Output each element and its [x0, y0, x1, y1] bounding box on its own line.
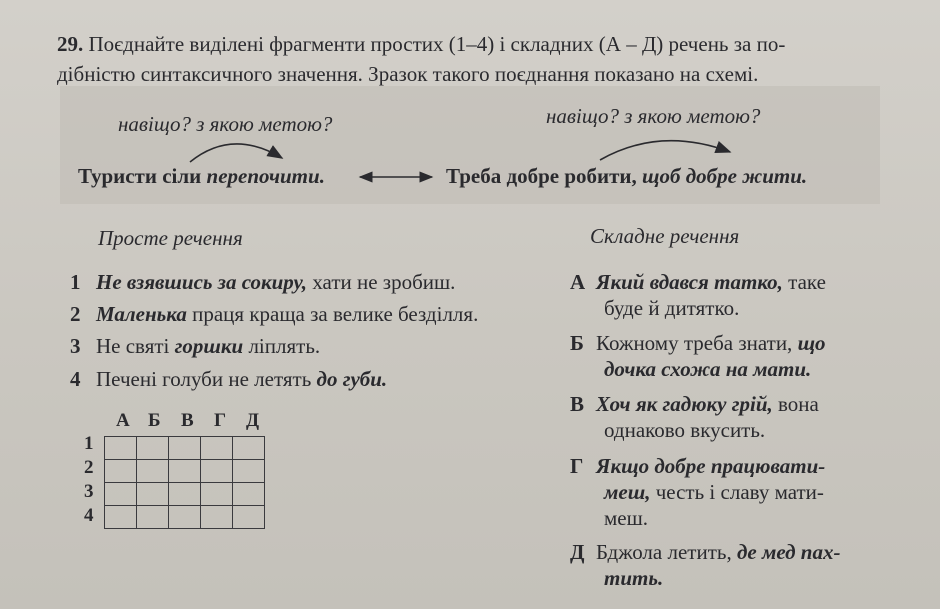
item-highlight: Хоч як гадюку грій, — [596, 392, 773, 416]
answer-cell[interactable] — [233, 506, 265, 529]
answer-cell[interactable] — [105, 483, 137, 506]
answer-cell[interactable] — [233, 483, 265, 506]
answer-cell[interactable] — [233, 437, 265, 460]
answer-cell[interactable] — [169, 460, 201, 483]
answer-grid — [104, 436, 265, 529]
complex-item-b-line-2: дочка схожа на мати. — [604, 357, 812, 381]
answer-cell[interactable] — [201, 483, 233, 506]
item-text: честь і славу мати- — [650, 480, 824, 504]
heading-complex: Складне речення — [590, 224, 740, 248]
grid-col-d: Д — [246, 410, 260, 431]
example-left-highlight: перепочити. — [206, 164, 325, 188]
simple-item-3 — [70, 334, 320, 359]
grid-col-a: А — [116, 410, 130, 431]
task-text-1: Поєднайте виділені фрагменти простих (1–4) і складних (А – Д) речень за по- — [88, 32, 786, 56]
item-highlight: що — [797, 331, 826, 355]
complex-item-h-line-2 — [604, 480, 824, 505]
item-letter: Б — [570, 331, 584, 355]
item-text: вона — [772, 392, 819, 416]
answer-cell[interactable] — [137, 437, 169, 460]
answer-cell[interactable] — [137, 460, 169, 483]
answer-cell[interactable] — [105, 506, 137, 529]
task-number: 29. — [57, 32, 84, 56]
complex-item-a-line-2: буде й дитятко. — [604, 296, 740, 320]
grid-col-h: Г — [214, 410, 227, 431]
item-letter: Д — [570, 540, 585, 564]
item-text: Не святі — [96, 334, 175, 358]
simple-item-2 — [70, 302, 478, 327]
item-text: ліплять. — [243, 334, 321, 358]
item-number: 4 — [70, 367, 81, 391]
answer-cell[interactable] — [201, 506, 233, 529]
item-letter: А — [570, 270, 586, 294]
complex-item-h-line-1 — [570, 454, 825, 479]
complex-item-a-line-1 — [570, 270, 826, 295]
item-number: 2 — [70, 302, 81, 326]
grid-row-2: 2 — [84, 457, 94, 478]
item-text: Кожному треба знати, — [596, 331, 798, 355]
answer-cell[interactable] — [105, 460, 137, 483]
answer-cell[interactable] — [233, 460, 265, 483]
item-text: таке — [782, 270, 826, 294]
item-text: хати не зробиш. — [307, 270, 456, 294]
simple-item-1 — [70, 270, 455, 295]
scheme-question-right: навіщо? з якою метою? — [546, 104, 761, 128]
grid-row — [105, 483, 265, 506]
complex-item-v-line-1 — [570, 392, 819, 417]
complex-item-b-line-1 — [570, 331, 826, 356]
heading-simple: Просте речення — [98, 226, 243, 250]
complex-item-h-line-3: меш. — [604, 506, 649, 530]
item-highlight: Не взявшись за сокиру, — [96, 270, 308, 294]
scheme-question-left: навіщо? з якою метою? — [118, 112, 333, 136]
item-highlight: до губи. — [316, 367, 388, 391]
arc-arrow-left — [190, 144, 282, 162]
item-text: Печені голуби не летять — [96, 367, 317, 391]
item-highlight: де мед пах- — [736, 540, 841, 564]
item-number: 1 — [70, 270, 81, 294]
item-highlight: Маленька — [96, 302, 187, 326]
grid-col-v: В — [181, 410, 194, 431]
complex-item-d-line-1 — [570, 540, 840, 565]
item-number: 3 — [70, 334, 81, 358]
arc-arrow-right — [600, 141, 730, 160]
example-right-highlight: щоб добре жити. — [642, 164, 808, 188]
item-letter: Г — [570, 454, 584, 478]
grid-row-1: 1 — [84, 433, 94, 454]
example-left-text: Туристи сіли — [78, 164, 207, 188]
task-line-2: дібністю синтаксичного значення. Зразок такого поєднання показано на схемі. — [57, 62, 759, 86]
grid-row — [105, 437, 265, 460]
item-text: Бджола летить, — [596, 540, 737, 564]
answer-cell[interactable] — [137, 483, 169, 506]
scheme-example-left — [78, 164, 325, 189]
item-highlight: Якщо добре працювати- — [596, 454, 826, 478]
answer-cell[interactable] — [169, 437, 201, 460]
grid-row-4: 4 — [84, 505, 94, 526]
item-highlight: Який вдався татко, — [596, 270, 783, 294]
grid-col-b: Б — [148, 410, 161, 431]
complex-item-d-line-2: тить. — [604, 566, 664, 590]
grid-row — [105, 460, 265, 483]
grid-row — [105, 506, 265, 529]
answer-cell[interactable] — [105, 437, 137, 460]
scheme-example-right — [446, 164, 807, 189]
answer-cell[interactable] — [201, 460, 233, 483]
answer-cell[interactable] — [201, 437, 233, 460]
item-letter: В — [570, 392, 585, 416]
answer-cell[interactable] — [137, 506, 169, 529]
answer-cell[interactable] — [169, 506, 201, 529]
example-right-text: Треба добре робити, — [446, 164, 643, 188]
simple-item-4 — [70, 367, 387, 392]
item-text: праця краща за велике безділля. — [186, 302, 479, 326]
answer-cell[interactable] — [169, 483, 201, 506]
complex-item-v-line-2: однаково вкусить. — [604, 418, 766, 442]
item-highlight: горшки — [174, 334, 244, 358]
item-highlight: меш, — [604, 480, 651, 504]
grid-row-3: 3 — [84, 481, 94, 502]
